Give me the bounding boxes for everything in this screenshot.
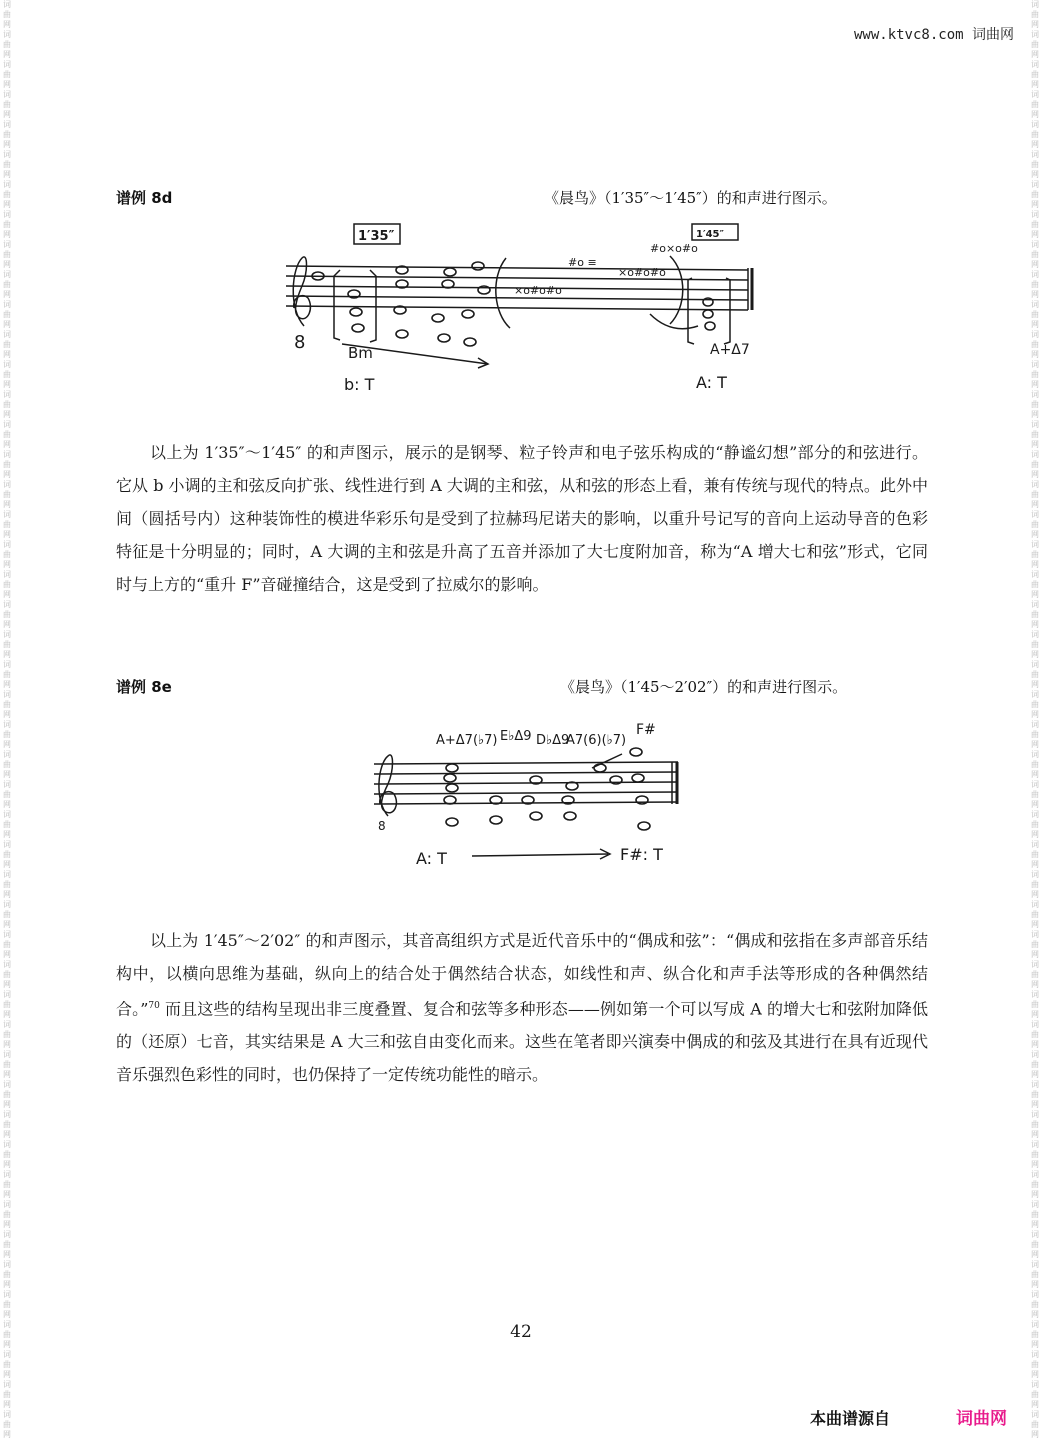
key-start: A: T	[416, 849, 447, 868]
chord-2: E♭Δ9	[500, 729, 532, 744]
footnote-ref[interactable]: 70	[148, 1001, 160, 1011]
watermark-column: 词曲网词曲网词曲网词曲网词曲网词曲网词曲网词曲网词曲网词曲网词曲网词曲网词曲网词曲网词曲网词曲网词曲网词曲网词曲网词曲网词曲网词曲网词曲网词曲网词曲网词曲网词曲网词曲网词曲网词曲网词曲网词曲网词曲网词曲网词曲网词曲网词曲网词曲网词曲网词曲网词曲网词曲网词曲网词曲网词曲网词曲网词曲网词曲网	[3, 0, 11, 1439]
chord-5: F#	[636, 722, 656, 738]
site-url[interactable]: www.ktvc8.com 词曲网	[853, 27, 1014, 43]
chord-start: Bm	[348, 344, 373, 362]
chord-4: A7(6)(♭7)	[566, 733, 627, 748]
example-8d-caption: 《晨鸟》（1′35″～1′45″）的和声进行图示。	[544, 189, 837, 207]
example-8e-label: 谱例 8e	[116, 678, 172, 696]
score-example-8e	[360, 716, 700, 876]
watermark-column: 词曲网词曲网词曲网词曲网词曲网词曲网词曲网词曲网词曲网词曲网词曲网词曲网词曲网词曲网词曲网词曲网词曲网词曲网词曲网词曲网词曲网词曲网词曲网词曲网词曲网词曲网词曲网词曲网词曲网词曲网词曲网词曲网词曲网词曲网词曲网词曲网词曲网词曲网词曲网词曲网词曲网词曲网词曲网词曲网词曲网词曲网词曲网词曲网	[1031, 0, 1039, 1439]
ornament-marks: ×o#o#o	[514, 284, 562, 297]
left-watermark-strip	[0, 0, 14, 1453]
score-example-8d	[278, 218, 768, 398]
chord-end: A+Δ7	[710, 342, 750, 358]
clef-octave: 8	[294, 332, 306, 353]
time-box-start: 1′35″	[358, 229, 395, 244]
ornament-marks: #o ≡	[568, 256, 597, 269]
time-box-end: 1′45″	[696, 229, 724, 240]
key-end: A: T	[696, 373, 727, 392]
page-number: 42	[510, 1322, 532, 1342]
example-8e-caption: 《晨鸟》（1′45～2′02″）的和声进行图示。	[560, 678, 848, 696]
paragraph-2-quote: “偶成和弦指在多声部音乐结构中，以横向思维为基础，纵向上的结合处于偶然结合状态，如线性和声、纵合化和声手法等形成的各种偶然结合。”	[116, 931, 928, 1019]
chord-3: D♭Δ9	[536, 733, 570, 748]
paragraph-1: 以上为 1′35″～1′45″ 的和声图示，展示的是钢琴、粒子铃声和电子弦乐构成的“静谧幻想”部分的和弦进行。它从 b 小调的主和弦反向扩张、线性进行到 A 大调的主和弦，从和弦的形态上看，兼有传统与现代的特点。此外中间（圆括号内）这种装饰性的模进华彩乐句是受到了拉赫玛尼诺夫的影响，以重升号记写的音向上运动导音的色彩特征是十分明显的；同时，A 大调的主和弦是升高了五音并添加了大七度附加音，称为“A 增大七和弦”形式，它同时与上方的“重升 F”音碰撞结合，这是受到了拉威尔的影响。	[116, 443, 928, 594]
key-end: F#: T	[620, 845, 663, 864]
example-8d-label: 谱例 8d	[116, 189, 173, 207]
paragraph-2-after: 而且这些的结构呈现出非三度叠置、复合和弦等多种形态——例如第一个可以写成 A 的增大七和弦附加降低的（还原）七音，其实结果是 A 大三和弦自由变化而来。这些在笔者即兴演奏中偶成的和弦及其进行在具有近现代音乐强烈色彩性的同时，也仍保持了一定传统功能性的暗示。	[116, 999, 928, 1085]
chord-1: A+Δ7(♭7)	[436, 733, 498, 748]
ornament-marks: ×o#o#o	[618, 266, 666, 279]
footer-source: 本曲谱源自	[810, 1409, 891, 1428]
key-start: b: T	[344, 375, 375, 394]
ornament-marks: #o×o#o	[650, 242, 698, 255]
footer-brand-logo[interactable]: 词曲网	[956, 1409, 1007, 1429]
paragraph-2-before: 以上为 1′45″～2′02″ 的和声图示，其音高组织方式是近代音乐中的“偶成和弦”：	[150, 931, 726, 950]
paragraph-2	[116, 924, 928, 1091]
clef-octave: 8	[378, 819, 386, 833]
right-watermark-strip	[1028, 0, 1042, 1453]
